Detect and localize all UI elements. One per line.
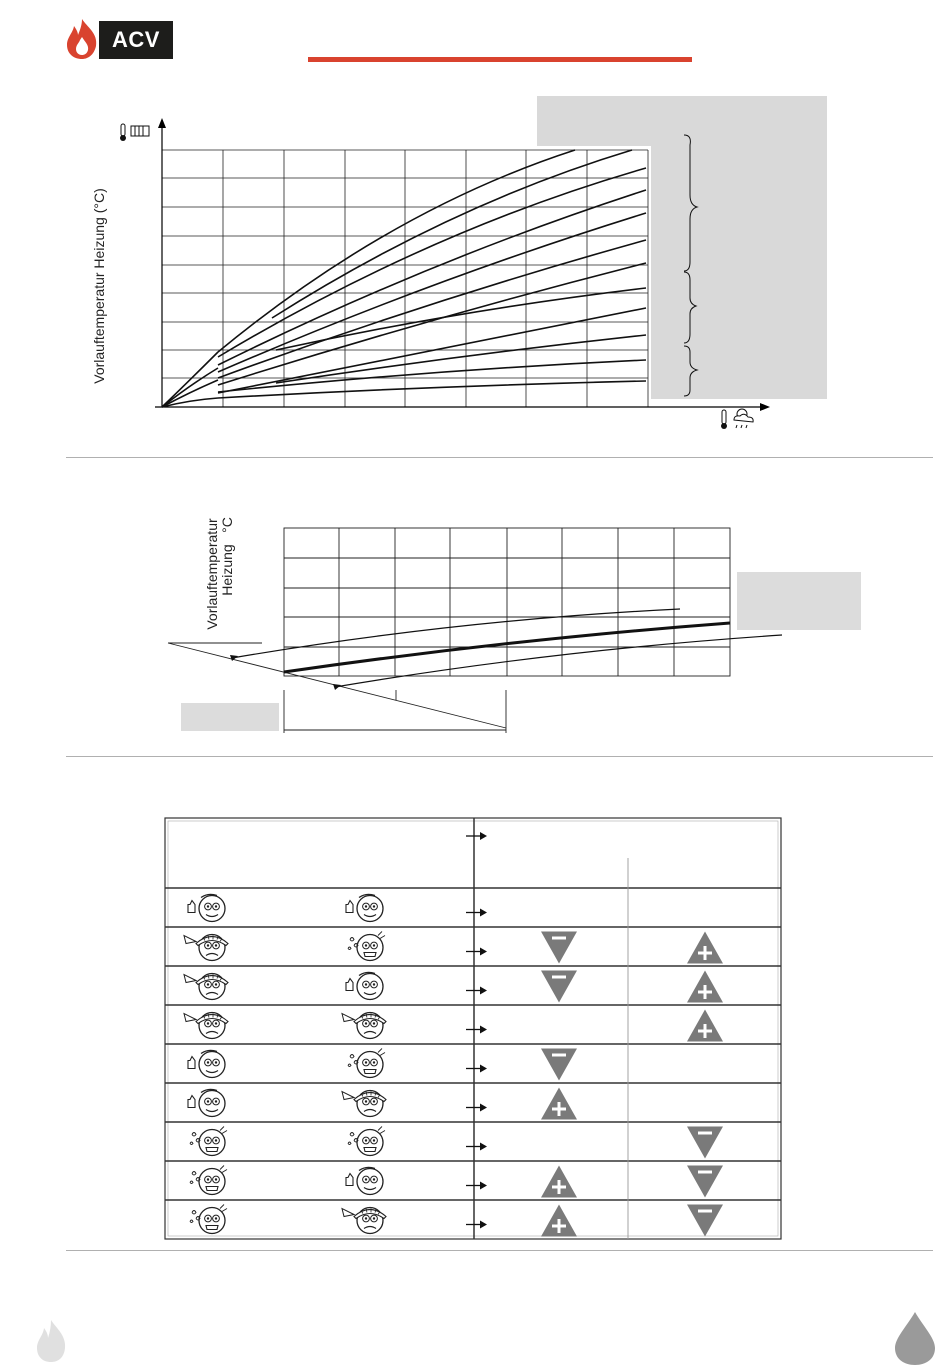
flame-logo-icon bbox=[65, 18, 99, 60]
plus-triangle-icon bbox=[541, 1166, 577, 1198]
table-body bbox=[184, 894, 723, 1236]
minus-triangle-icon bbox=[687, 1127, 723, 1159]
section-divider-3 bbox=[66, 1250, 933, 1251]
outdoor-weather-thermometer-icon bbox=[721, 409, 753, 429]
table-frame bbox=[165, 818, 781, 1239]
adjustment-table bbox=[0, 810, 950, 1250]
chart2-y-label-unit: °C bbox=[219, 517, 235, 533]
face-cold-icon bbox=[342, 1091, 386, 1117]
minus-triangle-icon bbox=[687, 1166, 723, 1198]
arrow-right-icon bbox=[466, 948, 487, 956]
face-hot-icon bbox=[190, 1205, 227, 1234]
face-thumbs-up-icon bbox=[188, 1089, 225, 1116]
plus-triangle-icon bbox=[541, 1205, 577, 1237]
minus-triangle-icon bbox=[541, 971, 577, 1003]
chart1-y-axis-label: Vorlauftemperatur Heizung (°C) bbox=[91, 188, 107, 384]
face-hot-icon bbox=[348, 1049, 385, 1078]
table-row bbox=[184, 932, 723, 964]
table-row bbox=[188, 894, 487, 921]
section-divider-1 bbox=[66, 457, 933, 458]
face-thumbs-up-icon bbox=[346, 972, 383, 999]
arrow-right-icon bbox=[466, 987, 487, 995]
face-cold-icon bbox=[342, 1208, 386, 1234]
table-row bbox=[184, 1010, 723, 1042]
face-cold-icon bbox=[342, 1013, 386, 1039]
heating-curve-chart bbox=[0, 90, 950, 440]
arrow-right-icon bbox=[466, 1026, 487, 1034]
logo-text: ACV bbox=[99, 21, 173, 59]
chart2-y-label-line1: Vorlauftemperatur bbox=[204, 518, 220, 630]
face-thumbs-up-icon bbox=[346, 894, 383, 921]
face-hot-icon bbox=[348, 932, 385, 961]
chart1-grid bbox=[162, 150, 648, 407]
face-thumbs-up-icon bbox=[346, 1167, 383, 1194]
title-underline bbox=[308, 57, 692, 62]
info-panel-right bbox=[651, 96, 827, 399]
arrow-right-icon bbox=[466, 1104, 487, 1112]
acv-logo bbox=[65, 18, 173, 60]
table-row bbox=[190, 1166, 723, 1198]
left-info-panel bbox=[181, 703, 279, 731]
arrow-right-icon bbox=[466, 1065, 487, 1073]
arrow-right-icon bbox=[466, 1143, 487, 1151]
arrow-right-icon bbox=[466, 909, 487, 917]
table-row bbox=[188, 1049, 577, 1081]
plus-triangle-icon bbox=[541, 1088, 577, 1120]
table-row bbox=[190, 1127, 723, 1159]
section-divider-2 bbox=[66, 756, 933, 757]
face-cold-icon bbox=[184, 935, 228, 961]
footer-water-drop-icon bbox=[893, 1310, 937, 1366]
minus-triangle-icon bbox=[541, 932, 577, 964]
minus-triangle-icon bbox=[541, 1049, 577, 1081]
face-thumbs-up-icon bbox=[188, 1050, 225, 1077]
radiator-thermometer-icon bbox=[120, 124, 149, 141]
table-lines bbox=[165, 818, 781, 1239]
heating-curves bbox=[162, 150, 646, 407]
face-cold-icon bbox=[184, 974, 228, 1000]
face-hot-icon bbox=[190, 1166, 227, 1195]
table-row bbox=[190, 1205, 723, 1237]
table-row bbox=[184, 971, 723, 1003]
header-arrow bbox=[466, 832, 487, 840]
footer-flame-icon bbox=[34, 1318, 68, 1364]
face-hot-icon bbox=[190, 1127, 227, 1156]
arrow-right-icon bbox=[466, 1182, 487, 1190]
arrow-right-icon bbox=[466, 1221, 487, 1229]
table-row bbox=[188, 1088, 577, 1120]
parallel-shift-chart bbox=[0, 500, 950, 750]
plus-triangle-icon bbox=[687, 1010, 723, 1042]
face-cold-icon bbox=[184, 1013, 228, 1039]
face-thumbs-up-icon bbox=[188, 894, 225, 921]
minus-triangle-icon bbox=[687, 1205, 723, 1237]
chart2-grid bbox=[284, 528, 730, 676]
plus-triangle-icon bbox=[687, 932, 723, 964]
right-info-panel bbox=[737, 572, 861, 630]
plus-triangle-icon bbox=[687, 971, 723, 1003]
chart2-y-label-line2: Heizung bbox=[219, 544, 235, 596]
face-hot-icon bbox=[348, 1127, 385, 1156]
